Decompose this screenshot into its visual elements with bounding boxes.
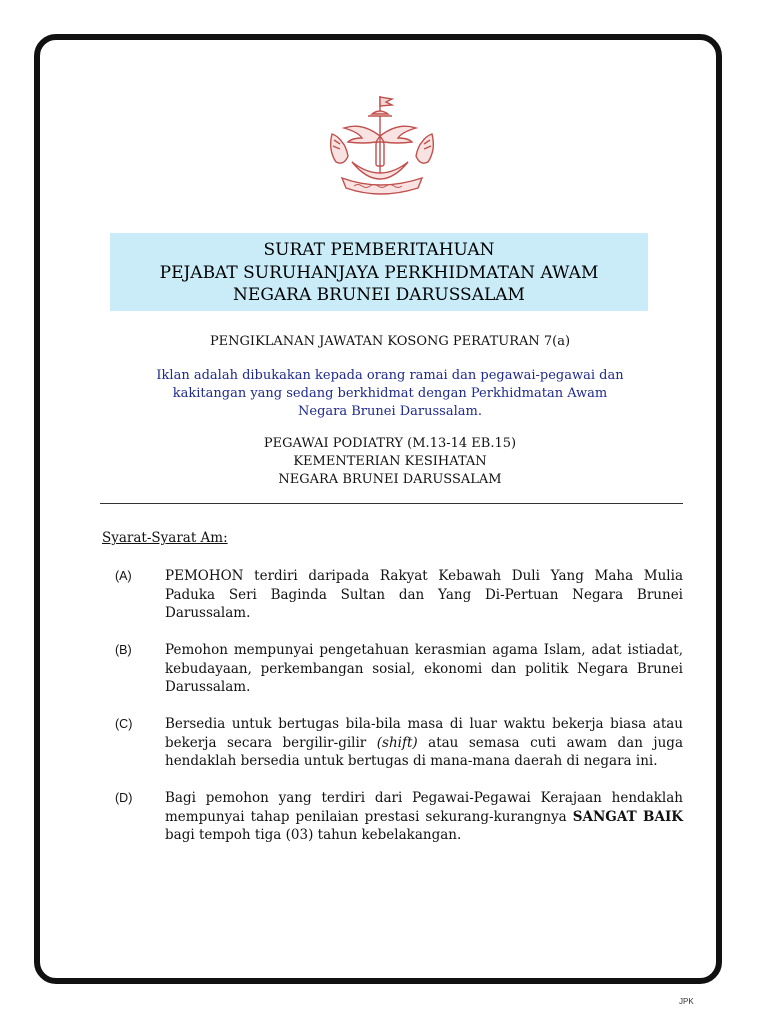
position-block [100,435,680,489]
requirement-letter: (D) [115,791,133,805]
requirement-text-part: bagi tempoh tiga (03) tahun kebelakangan. [165,827,462,843]
requirement-letter: (C) [115,717,133,731]
requirement-text-part: atau semasa cuti awam dan juga hendaklah bersedia untuk bertugas di mana-mana daerah di negara ini. [165,734,683,769]
intro-line-3: Negara Brunei Darussalam. [298,404,482,419]
requirement-letter: (A) [115,569,132,583]
requirement-text [165,715,683,771]
divider-line [100,503,683,504]
intro-line-1: Iklan adalah dibukakan kepada orang ramai dan pegawai-pegawai dan [156,368,624,383]
footer-tag: JPK [679,997,694,1006]
notice-title-line-3: NEGARA BRUNEI DARUSSALAM [233,285,525,305]
intro-line-2: kakitangan yang sedang berkhidmat dengan Perkhidmatan Awam [172,386,608,401]
requirement-text [165,789,683,845]
requirements-heading: Syarat-Syarat Am: [102,530,228,546]
ministry-name: KEMENTERIAN KESIHATAN [293,454,487,469]
brunei-crest-emblem [318,92,446,202]
requirement-text-part: Bersedia untuk bertugas bila-bila masa di luar waktu bekerja biasa atau bekerja secara bergilir-gilir [165,716,683,751]
notice-title-line-2: PEJABAT SURUHANJAYA PERKHIDMATAN AWAM [159,262,599,283]
advertisement-subtitle: PENGIKLANAN JAWATAN KOSONG PERATURAN 7(a) [209,334,571,349]
sangat-baik-bold-term: SANGAT BAIK [572,808,683,825]
country-name: NEGARA BRUNEI DARUSSALAM [278,472,502,487]
requirement-text-part: Bagi pemohon yang terdiri dari Pegawai-Pegawai Kerajaan hendaklah mempunyai tahap penilaian prestasi sekurang-kurangnya [165,790,683,825]
requirement-text: PEMOHON terdiri daripada Rakyat Kebawah Duli Yang Maha Mulia Paduka Seri Baginda Sultan dan Yang Di-Pertuan Negara Brunei Darussalam. [165,568,683,621]
requirement-letter: (B) [115,643,132,657]
intro-paragraph [100,367,680,421]
position-title: PEGAWAI PODIATRY (M.13-14 EB.15) [263,436,517,451]
notice-title-line-1: SURAT PEMBERITAHUAN [263,240,495,260]
shift-italic-term: (shift) [376,734,418,751]
notice-title-box [110,233,648,311]
requirement-text: Pemohon mempunyai pengetahuan kerasmian agama Islam, adat istiadat, kebudayaan, perkembangan sosial, ekonomi dan politik Negara Brunei Darussalam. [165,642,683,695]
